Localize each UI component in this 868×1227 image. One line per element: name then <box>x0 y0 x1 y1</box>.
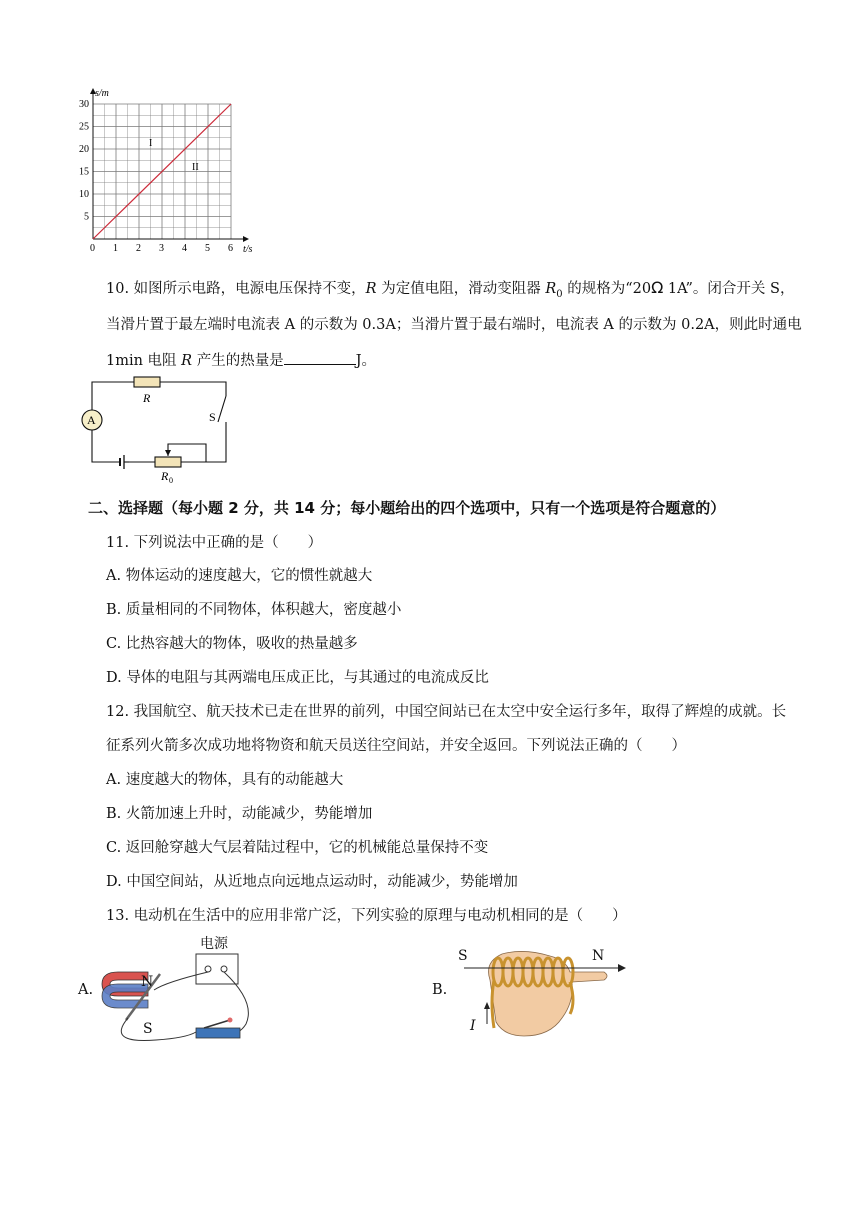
y-tick-label: 20 <box>79 144 89 155</box>
ammeter-label: A <box>87 413 96 427</box>
x-tick-label: 3 <box>159 243 164 254</box>
y-tick-label: 10 <box>79 189 89 200</box>
resistor-label: R <box>143 391 151 405</box>
q11-option-d[interactable]: D. 导体的电阻与其两端电压成正比，与其通过的电流成反比 <box>106 670 489 686</box>
q10-line3: 1min 电阻 R 产生的热量是 J。 <box>106 350 376 371</box>
magnet-n-label: N <box>141 974 154 990</box>
q12-option-a[interactable]: A. 速度越大的物体，具有的动能越大 <box>106 772 344 788</box>
circuit-diagram <box>74 376 244 484</box>
q10-line2: 当滑片置于最左端时电流表 A 的示数为 0.3A；当滑片置于最右端时，电流表 A 的示数为 0.2A，则此时通电 <box>106 317 802 333</box>
q12-option-c[interactable]: C. 返回舱穿越大气层着陆过程中，它的机械能总量保持不变 <box>106 840 489 856</box>
motor-experiment-figure <box>96 932 268 1047</box>
x-tick-label: 6 <box>228 243 233 254</box>
x-tick-label: 2 <box>136 243 141 254</box>
q10-line1: 10. 如图所示电路，电源电压保持不变，R 为定值电阻，滑动变阻器 $R_0$ 的规格为“20Ω 1A”。闭合开关 S， <box>106 278 795 300</box>
coil-n-label: N <box>592 948 605 964</box>
rheostat-sub: 0 <box>169 476 173 484</box>
region-label-i: I <box>149 138 153 149</box>
current-label: I <box>470 1018 476 1034</box>
q13-option-b-label: B. <box>432 982 448 998</box>
power-supply-label: 电源 <box>200 936 228 952</box>
q12-stem-line2: 征系列火箭多次成功地将物资和航天员送往空间站，并安全返回。下列说法正确的（ ） <box>106 738 686 754</box>
magnet-s-label: S <box>143 1021 153 1037</box>
q11-option-a[interactable]: A. 物体运动的速度越大，它的惯性就越大 <box>106 568 373 584</box>
q11-option-b[interactable]: B. 质量相同的不同物体，体积越大，密度越小 <box>106 602 402 618</box>
y-tick-label: 30 <box>79 99 89 110</box>
q13-option-b[interactable] <box>432 932 632 1047</box>
x-tick-label: 0 <box>90 243 95 254</box>
y-axis-label: s/m <box>95 88 109 99</box>
q11-option-c[interactable]: C. 比热容越大的物体，吸收的热量越多 <box>106 636 358 652</box>
y-tick-label: 5 <box>84 211 89 223</box>
section-title: 二、选择题（每小题 2 分，共 14 分；每小题给出的四个选项中，只有一个选项是符合题意的） <box>88 499 726 517</box>
q13-option-a-label: A. <box>78 982 94 998</box>
x-tick-label: 1 <box>113 243 118 254</box>
x-axis-label: t/s <box>243 244 253 255</box>
y-tick-label: 25 <box>79 121 89 133</box>
x-tick-label: 4 <box>182 243 187 254</box>
q12-option-b[interactable]: B. 火箭加速上升时，动能减少，势能增加 <box>106 806 373 822</box>
right-hand-rule-figure <box>454 932 632 1044</box>
x-axis-arrow <box>243 236 249 242</box>
ohm-symbol: Ω <box>651 278 664 297</box>
y-tick-label: 15 <box>79 166 89 178</box>
q13-stem: 13. 电动机在生活中的应用非常广泛，下列实验的原理与电动机相同的是（ ） <box>106 908 627 924</box>
s-t-graph <box>70 86 270 266</box>
q12-stem-line1: 12. 我国航空、航天技术已走在世界的前列，中国空间站已在太空中安全运行多年，取得了辉煌的成就。长 <box>106 704 787 720</box>
rheostat-label: R <box>161 469 169 483</box>
q13-option-a[interactable] <box>78 932 268 1047</box>
x-tick-label: 5 <box>205 243 210 254</box>
coil-s-label: S <box>458 948 468 964</box>
q12-option-d[interactable]: D. 中国空间站，从近地点向远地点运动时，动能减少，势能增加 <box>106 874 518 890</box>
answer-blank[interactable] <box>284 350 356 365</box>
q11-stem: 11. 下列说法中正确的是（ ） <box>106 535 323 551</box>
switch-label: S <box>209 410 216 424</box>
region-label-ii: II <box>192 162 199 173</box>
